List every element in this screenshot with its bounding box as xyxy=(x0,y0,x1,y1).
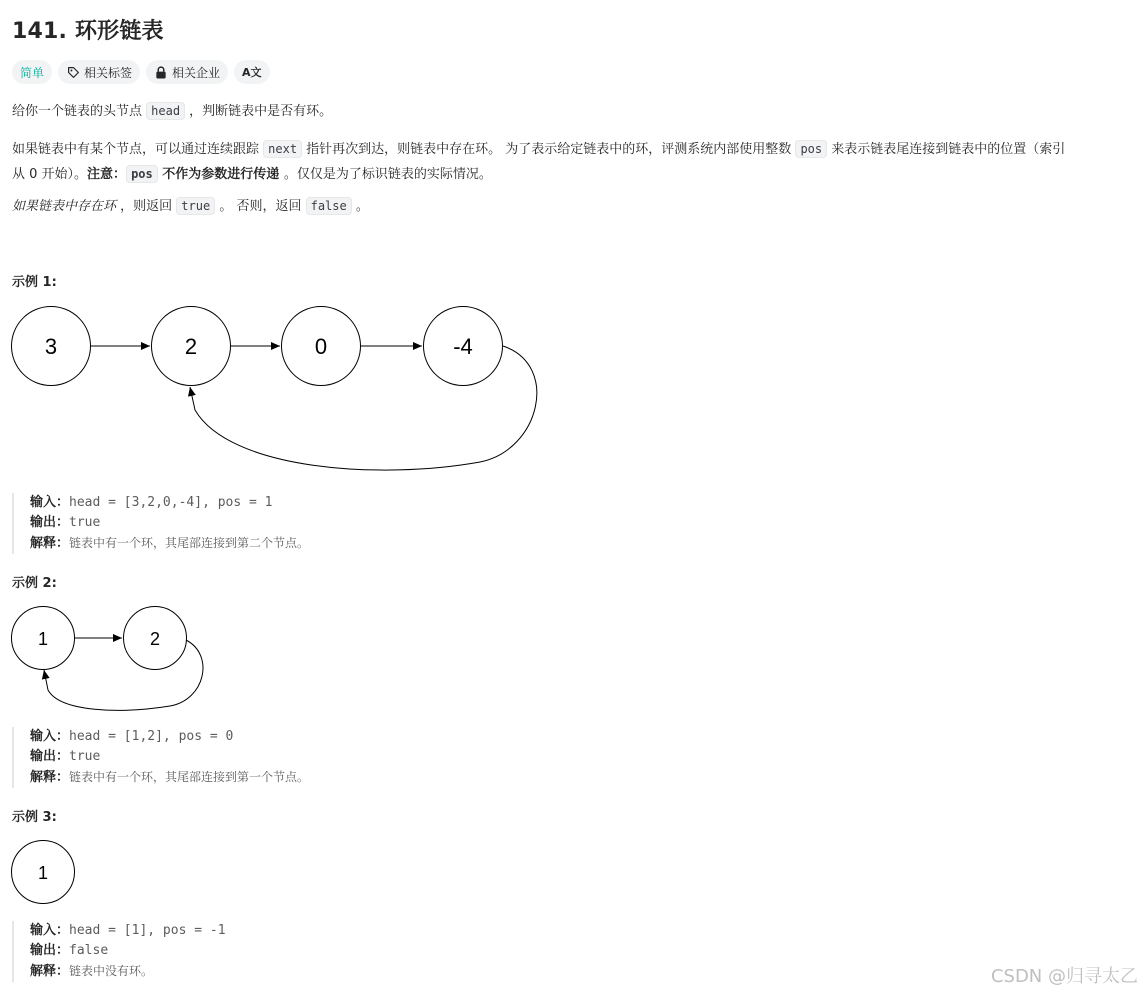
description-paragraph-3: 如果链表中存在环 ，则返回 true 。 否则，返回 false 。 xyxy=(12,199,369,214)
node-label: 1 xyxy=(37,629,49,649)
example-2-block: 输入：head = [1,2], pos = 0 输出：true 解释：链表中有一个环，其尾部连接到第一个节点。 xyxy=(12,727,309,788)
node-1-1 xyxy=(152,307,231,386)
translate-icon: A文 xyxy=(242,66,262,79)
node-label: 1 xyxy=(37,863,49,883)
difficulty-badge[interactable] xyxy=(12,60,52,84)
inline-code-head: head xyxy=(146,102,185,120)
difficulty-label: 简单 xyxy=(20,65,45,80)
example-2-input: head = [1,2], pos = 0 xyxy=(69,729,234,744)
example-1-heading: 示例 1: xyxy=(12,275,57,290)
node-1-2 xyxy=(282,307,361,386)
example-2-output: true xyxy=(69,749,101,764)
node-label: 3 xyxy=(44,334,58,359)
related-tags-label: 相关标签 xyxy=(84,65,133,80)
example-3-input: head = [1], pos = -1 xyxy=(69,923,226,938)
inline-code-false: false xyxy=(306,197,352,215)
example-3-diagram xyxy=(0,836,100,912)
node-label: -4 xyxy=(453,334,473,359)
translate-button[interactable] xyxy=(234,60,270,84)
node-label: 0 xyxy=(314,334,328,359)
example-3-output: false xyxy=(69,943,109,958)
related-companies-button[interactable] xyxy=(146,60,228,84)
watermark: CSDN @归寻太乙 xyxy=(990,966,1138,987)
example-1-block: 输入：head = [3,2,0,-4], pos = 1 输出：true 解释：链表中有一个环，其尾部连接到第二个节点。 xyxy=(12,493,309,554)
node-3-0 xyxy=(12,841,75,904)
example-2-diagram xyxy=(0,600,240,720)
problem-title: 141. 环形链表 xyxy=(12,19,164,44)
example-2-explain: 链表中有一个环，其尾部连接到第一个节点。 xyxy=(69,770,310,784)
inline-code-pos-2: pos xyxy=(126,165,158,183)
example-1-input: head = [3,2,0,-4], pos = 1 xyxy=(69,495,273,510)
node-1-3 xyxy=(424,307,503,386)
related-tags-button[interactable] xyxy=(58,60,140,84)
example-1-explain: 链表中有一个环，其尾部连接到第二个节点。 xyxy=(69,536,310,550)
note-label: 注意： xyxy=(87,167,127,182)
node-2-0 xyxy=(12,607,75,670)
tag-icon xyxy=(66,65,80,79)
example-3-heading: 示例 3: xyxy=(12,810,57,825)
inline-code-next: next xyxy=(263,140,302,158)
example-1-output: true xyxy=(69,515,101,530)
node-label: 2 xyxy=(149,629,161,649)
node-2-1 xyxy=(124,607,187,670)
example-3-explain: 链表中没有环。 xyxy=(69,964,154,978)
description-paragraph-1: 给你一个链表的头节点 head ，判断链表中是否有环。 xyxy=(12,104,333,119)
related-companies-label: 相关企业 xyxy=(172,65,221,80)
example-2-heading: 示例 2: xyxy=(12,576,57,591)
tag-bar xyxy=(12,60,270,84)
inline-code-pos: pos xyxy=(795,140,827,158)
example-3-block: 输入：head = [1], pos = -1 输出：false 解释：链表中没有环。 xyxy=(12,921,226,982)
node-1-0 xyxy=(12,307,91,386)
lock-icon xyxy=(154,65,168,79)
node-label: 2 xyxy=(184,334,198,359)
example-1-diagram xyxy=(0,300,560,480)
inline-code-true: true xyxy=(176,197,215,215)
description-paragraph-2: 如果链表中有某个节点，可以通过连续跟踪 next 指针再次到达，则链表中存在环。 为了表示给定链表中的环，评测系统内部使用整数 pos 来表示链表尾连接到链表中的位置（索引 从 0 开始）。注意： pos 不作为参数进行传递 。仅仅是为了标识链表的实际情况。 xyxy=(12,142,1066,182)
